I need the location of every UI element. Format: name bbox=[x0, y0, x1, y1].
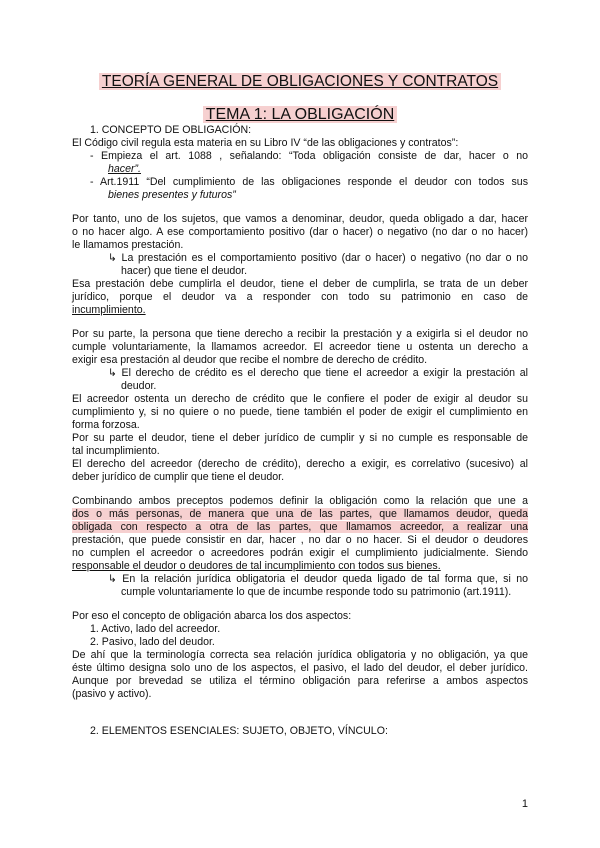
section-heading: 1. CONCEPTO DE OBLIGACIÓN: bbox=[90, 124, 252, 136]
list-item: 2. Pasivo, lado del deudor. bbox=[90, 636, 215, 648]
text-line: forma forzosa. bbox=[72, 419, 140, 431]
note-line: cumple voluntariamente lo que de incumbe responde todo su patrimonio (art.1911). bbox=[121, 586, 512, 598]
text-line: Combinando ambos preceptos podemos definir la obligación como la relación que une a bbox=[72, 495, 528, 507]
document-title: TEORÍA GENERAL DE OBLIGACIONES Y CONTRATOS bbox=[0, 73, 600, 91]
text-line: prestación, que puede consistir en dar, hacer , no dar o no hacer. Si el deudor o deudores bbox=[72, 534, 528, 546]
text-line: dos o más personas, de manera que una de las partes, que llamamos deudor, queda bbox=[72, 508, 528, 520]
text-line: Aunque por brevedad se utiliza el término obligación para referirse a ambos aspectos bbox=[72, 675, 528, 687]
text-line: exigir esa prestación al deudor que recibe el nombre de derecho de crédito. bbox=[72, 354, 428, 366]
text-line: Por su parte, la persona que tiene derecho a recibir la prestación y a exigirla si el deudor no bbox=[72, 328, 528, 340]
text-line: hacer”. bbox=[108, 163, 141, 175]
text-line: le llamamos prestación. bbox=[72, 239, 184, 251]
text-line: cumple voluntariamente, la llamamos acreedor. El acreedor tiene u ostenta un derecho a bbox=[72, 341, 528, 353]
text-line: incumplimiento. bbox=[72, 304, 146, 316]
page-number: 1 bbox=[521, 798, 528, 810]
text-line: bienes presentes y futuros” bbox=[108, 189, 236, 201]
text-line: El derecho del acreedor (derecho de crédito), derecho a exigir, es correlativo (sucesivo) al bbox=[72, 458, 528, 470]
text-line: Por eso el concepto de obligación abarca los dos aspectos: bbox=[72, 610, 352, 622]
text-line: éste último designa solo uno de los aspectos, el pasivo, el lado del deudor, el deber jurídico. bbox=[72, 662, 528, 674]
text-line: (pasivo y activo). bbox=[72, 688, 152, 700]
text-line: deber jurídico de cumplir que tiene el deudor. bbox=[72, 471, 285, 483]
text-line: Por tanto, uno de los sujetos, que vamos a denominar, deudor, queda obligado a dar, hacer bbox=[72, 213, 528, 225]
note-line: deudor. bbox=[121, 380, 157, 392]
text-line: Esa prestación debe cumplirla el deudor, tiene el deber de cumplirla, se trata de un deber bbox=[72, 278, 528, 290]
note-line: ↳ El derecho de crédito es el derecho que tiene el acreedor a exigir la prestación al bbox=[108, 367, 528, 379]
note-line: ↳ En la relación jurídica obligatoria el deudor queda ligado de tal forma que, si no bbox=[108, 573, 528, 585]
section-heading: 2. ELEMENTOS ESENCIALES: SUJETO, OBJETO, VÍNCULO: bbox=[90, 725, 388, 737]
list-item: 1. Activo, lado del acreedor. bbox=[90, 623, 221, 635]
text-line: De ahí que la terminología correcta sea relación jurídica obligatoria y no obligación, ya que bbox=[72, 649, 528, 661]
text-line: El acreedor ostenta un derecho de crédito que le confiere el poder de exigir al deudor su bbox=[72, 393, 528, 405]
list-item: - Art.1911 “Del cumplimiento de las obligaciones responde el deudor con todos sus bbox=[90, 176, 528, 188]
text-line: o no hacer algo. A ese comportamiento positivo (dar o hacer) o negativo (no dar o no hacer) bbox=[72, 226, 528, 238]
text-line: Por su parte el deudor, tiene el deber jurídico de cumplir y si no cumple es responsable de bbox=[72, 432, 528, 444]
note-line: ↳ La prestación es el comportamiento positivo (dar o hacer) o negativo (no dar o no bbox=[108, 252, 528, 264]
document-subtitle: TEMA 1: LA OBLIGACIÓN bbox=[0, 106, 600, 124]
text-line: no cumplen el acreedor o acreedores podrán exigir el cumplimiento judicialmente. Siendo bbox=[72, 547, 528, 559]
text-line: obligada con respecto a otra de las partes, que llamamos acreedor, a realizar una bbox=[72, 521, 528, 533]
note-line: hacer) que tiene el deudor. bbox=[121, 265, 248, 277]
text-line: jurídico, porque el deudor va a responder con todo su patrimonio en caso de bbox=[72, 291, 528, 303]
text-line: responsable el deudor o deudores de tal incumplimiento con todos sus bienes. bbox=[72, 560, 441, 572]
text-line: tal incumplimiento. bbox=[72, 445, 160, 457]
text-line: cumplimiento y, si no quiere o no puede, tiene también el poder de exigir el cumplimiento en bbox=[72, 406, 528, 418]
list-item: - Empieza el art. 1088 , señalando: “Toda obligación consiste de dar, hacer o no bbox=[90, 150, 528, 162]
text-line: El Código civil regula esta materia en su Libro IV “de las obligaciones y contratos”: bbox=[72, 137, 459, 149]
